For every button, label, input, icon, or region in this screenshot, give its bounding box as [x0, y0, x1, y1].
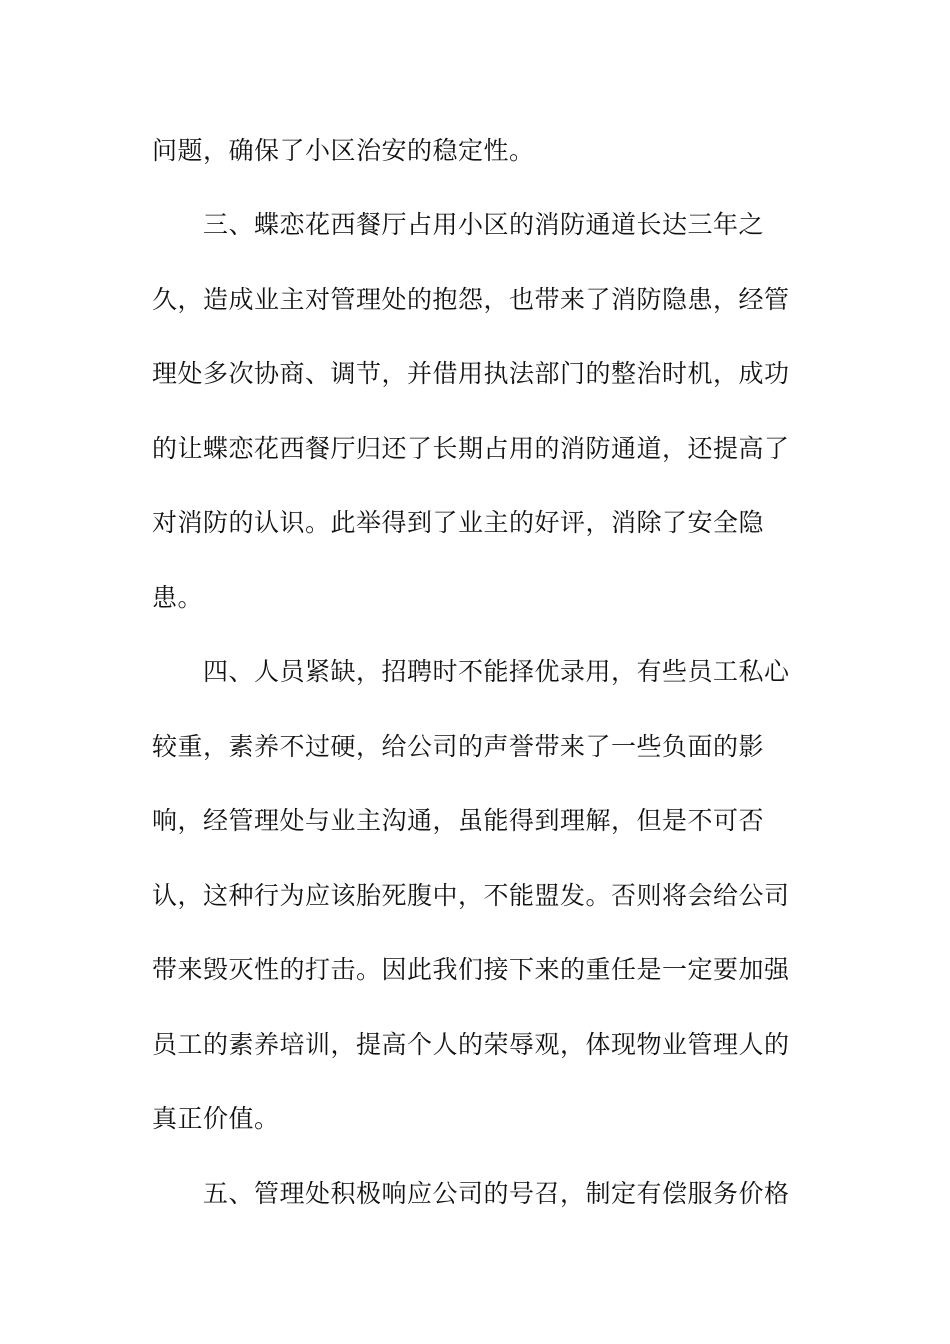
paragraph-line: 对消防的认识。此举得到了业主的好评，消除了安全隐 [152, 508, 765, 537]
paragraph-line: 理处多次协商、调节，并借用执法部门的整治时机，成功 [152, 359, 790, 388]
paragraph-line: 响，经管理处与业主沟通，虽能得到理解，但是不可否 [152, 806, 765, 835]
paragraph-line: 久，造成业主对管理处的抱怨，也带来了消防隐患，经管 [152, 285, 790, 314]
paragraph-line: 三、蝶恋花西餐厅占用小区的消防通道长达三年之 [203, 210, 765, 239]
paragraph-line: 带来毁灭性的打击。因此我们接下来的重任是一定要加强 [152, 955, 790, 984]
paragraph-line: 五、管理处积极响应公司的号召，制定有偿服务价格 [203, 1179, 790, 1208]
paragraph-line: 四、人员紧缺，招聘时不能择优录用，有些员工私心 [203, 657, 790, 686]
paragraph-line: 真正价值。 [152, 1104, 280, 1133]
paragraph-line: 较重，素养不过硬，给公司的声誉带来了一些负面的影 [152, 732, 765, 761]
paragraph-line: 认，这种行为应该胎死腹中，不能盟发。否则将会给公司 [152, 881, 790, 910]
paragraph-line: 患。 [152, 583, 204, 612]
paragraph-line: 的让蝶恋花西餐厅归还了长期占用的消防通道，还提高了 [152, 434, 790, 463]
paragraph-line: 问题，确保了小区治安的稳定性。 [152, 136, 535, 165]
paragraph-line: 员工的素养培训，提高个人的荣辱观，体现物业管理人的 [152, 1030, 790, 1059]
